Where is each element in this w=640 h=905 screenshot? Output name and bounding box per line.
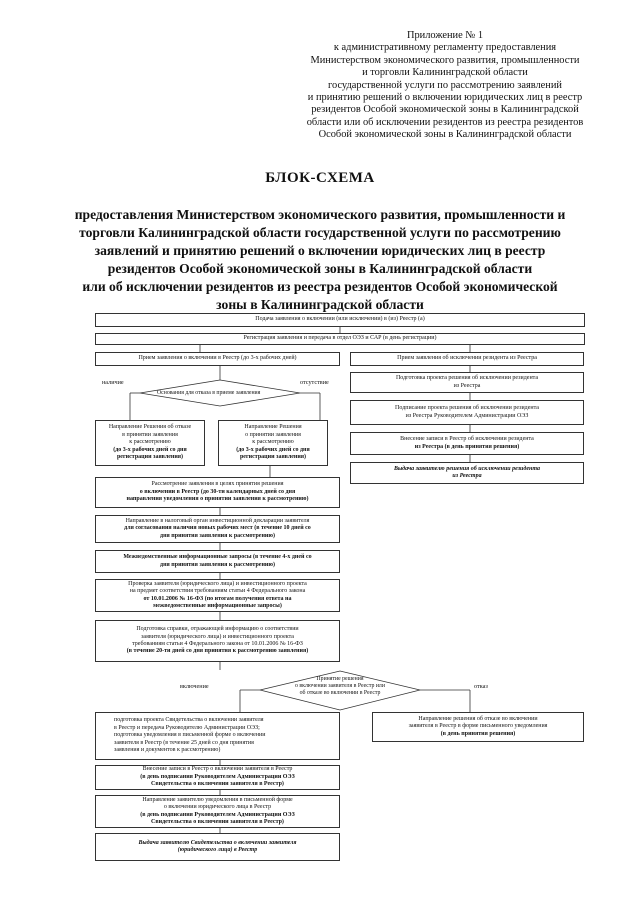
issue-certificate: [95, 833, 340, 861]
box-line: регистрации заявления): [239, 454, 307, 461]
header-line: Приложение № 1: [406, 30, 484, 41]
label-refusal: отказ: [474, 683, 488, 690]
refusal-notification: [372, 712, 584, 742]
box-line: подготовка уведомления в письменной форме о включении: [114, 732, 266, 739]
subtitle-line: зоны в Калининградской области: [216, 297, 424, 312]
header-line: Особой экономической зоны в Калининградской области: [318, 129, 572, 141]
box-line: (в течение 20-ти дней со дня принятия к рассмотрению заявления): [126, 648, 309, 655]
box-line: в принятии заявления: [122, 431, 178, 438]
box-line: Проверка заявителя (юридического лица) и инвестиционного проекта: [128, 580, 307, 587]
box-line: о включении в Реестр (до 30-ти календарных дней со дня: [139, 488, 296, 495]
box-line: Выдача заявителю решения об исключении резидента: [393, 465, 541, 472]
box-line: из Реестра Руководителем Администрации ОЭЗ: [405, 412, 529, 419]
box-line: Рассмотрение заявления в целях принятия решения: [151, 481, 284, 488]
registry-entry-inclusion: [95, 765, 340, 790]
accept-for-review: [218, 420, 328, 466]
box-line: о включении юридического лица в Реестр: [163, 804, 272, 811]
box-text: Прием заявления о включении в Реестр (до 3-х рабочих дней): [138, 355, 297, 362]
box-line: Направление Решения: [244, 424, 302, 431]
box-line: от 10.01.2006 № 16-ФЗ (по итогам получения ответа на: [143, 595, 292, 602]
label-inclusion: включение: [180, 683, 209, 690]
subtitle-line: или об исключении резидентов из реестра резидентов Особой экономической: [82, 279, 558, 294]
box-line: заявления и документов к рассмотрению): [114, 747, 221, 754]
subtitle-line: торговли Калининградской области государственной услуги по рассмотрению: [79, 225, 561, 240]
header-line: и торговли Калининградской области: [362, 67, 528, 79]
header-line: к административному регламенту предоставления: [333, 42, 557, 54]
header-line: государственной услуги по рассмотрению заявлений: [328, 79, 562, 91]
header-line: резидентов Особой экономической зоны в Калининградской: [311, 104, 579, 116]
box-line: из Реестра (в день принятия решения): [414, 443, 520, 450]
prepare-certificate-list: [95, 712, 340, 760]
prepare-certificate: [95, 620, 340, 662]
box-line: дня принятия заявления к рассмотрению): [160, 561, 275, 568]
box-line: Внесение записи в Реестр об исключении резидента: [400, 436, 534, 443]
label-has: наличие: [102, 379, 124, 386]
submit-application: [95, 313, 585, 327]
box-line: (в день принятия решения): [440, 730, 516, 737]
decision-inclusion: [285, 676, 395, 697]
box-line: (до 3-х рабочих дней со дня: [113, 446, 187, 453]
box-text: Подача заявления о включении (или исключении) в (из) Реестр (а): [255, 316, 425, 323]
issue-exclusion-decision: [350, 462, 584, 484]
interdepartmental-requests: [95, 550, 340, 573]
header-line: области или об исключении резидентов из реестра резидентов: [306, 116, 584, 128]
box-line: требованиям статьи 4 Федерального закона от 10.01.2006 № 16-ФЗ: [132, 641, 303, 647]
box-line: Направление в налоговый орган инвестиционной декларации заявителя: [125, 517, 310, 524]
box-line: Направление решения об отказе во включении: [418, 715, 538, 722]
box-line: Направление заявителю уведомления в письменной форме: [142, 796, 293, 803]
box-text: Прием заявления об исключении резидента из Реестра: [397, 355, 537, 362]
box-line: Свидетельства о включении заявителя в Реестр): [151, 781, 284, 788]
subtitle-line: заявлений и принятию решений о включении юридических лиц в реестр: [94, 243, 546, 258]
box-line: Подписание проекта решения об исключении резидента: [395, 405, 539, 412]
box-line: (юридического лица) в Реестр: [177, 847, 258, 853]
box-line: в Реестр и передача Руководителю Администрации ОЭЗ;: [114, 724, 260, 731]
box-line: заявителя в Реестр (в течение 25 дней со дня принятия: [114, 739, 254, 746]
box-line: Межведомственные информационные запросы (в течение 4-х дней со: [123, 554, 312, 561]
box-text: Регистрация заявления и передача в отдел ОЭЗ и САР (в день регистрации): [243, 335, 437, 342]
box-line: подготовка проекта Свидетельства о включении заявителя: [114, 717, 264, 724]
refuse-acceptance: [95, 420, 205, 466]
inclusion-notification: [95, 795, 340, 828]
applicant-check: [95, 579, 340, 612]
box-line: заявителя в Реестр в форме письменного уведомления: [408, 723, 548, 730]
sign-exclusion-decision: [350, 400, 584, 425]
box-line: межведомственные информационные запросы): [153, 602, 282, 609]
box-line: Внесение записи в Реестр о включении заявителя в Реестр: [142, 766, 293, 773]
box-line: к рассмотрению: [129, 439, 171, 446]
header-line: и принятию решений о включении юридических лиц в реестр: [307, 92, 583, 104]
subtitle-line: резидентов Особой экономической зоны в Калининградской области: [107, 261, 533, 276]
box-line: Выдача заявителю Свидетельства о включении заявителя: [138, 839, 297, 846]
box-line: направления уведомления о принятии заявления к рассмотрению): [126, 496, 309, 503]
box-line: (до 3-х рабочих дней со дня: [236, 446, 310, 453]
label-absent: отсутствие: [300, 379, 329, 386]
box-line: Подготовка проекта решения об исключении резидента: [395, 375, 539, 382]
box-line: к рассмотрению: [252, 439, 294, 446]
box-line: из Реестра: [452, 473, 482, 479]
box-line: регистрации заявления): [116, 454, 184, 461]
box-line: Свидетельства о включении заявителя в Реестр): [151, 818, 284, 825]
prepare-exclusion-decision: [350, 372, 584, 393]
header-line: Министерством экономического развития, промышленности: [310, 54, 580, 66]
accept-inclusion: [95, 352, 340, 366]
box-line: из Реестра: [453, 382, 481, 389]
box-line: (в день подписания Руководителем Администрации ОЭЗ: [140, 811, 295, 818]
box-line: на предмет соответствия требованиям статьи 4 Федерального закона: [129, 588, 306, 595]
document-title: БЛОК-СХЕМА: [265, 170, 375, 186]
box-line: Направление Решения об отказе: [108, 424, 192, 431]
box-line: для согласования наличия новых рабочих мест (в течение 10 дней со: [124, 525, 311, 532]
decision-line: об отказе во включении в Реестр: [299, 690, 381, 696]
tax-authority-request: [95, 515, 340, 543]
box-line: (в день подписания Руководителем Администрации ОЭЗ: [140, 773, 295, 780]
registry-entry-exclusion: [350, 432, 584, 455]
box-line: заявителя (юридического лица) и инвестиционного проекта: [141, 633, 294, 640]
decision-line: о включении заявителя в Реестр или: [295, 683, 385, 689]
accept-exclusion: [350, 352, 584, 366]
register-application: [95, 333, 585, 345]
box-line: дня принятия заявления к рассмотрению): [160, 532, 275, 539]
review-application: [95, 477, 340, 508]
subtitle-line: предоставления Министерством экономического развития, промышленности и: [74, 207, 566, 222]
box-line: о принятии заявления: [245, 431, 301, 438]
decision-refusal-grounds: Основания для отказа в приеме заявления: [157, 390, 261, 396]
decision-line: Принятие решения: [316, 676, 364, 682]
box-line: Подготовка справки, отражающей информацию о соответствии: [136, 626, 299, 633]
